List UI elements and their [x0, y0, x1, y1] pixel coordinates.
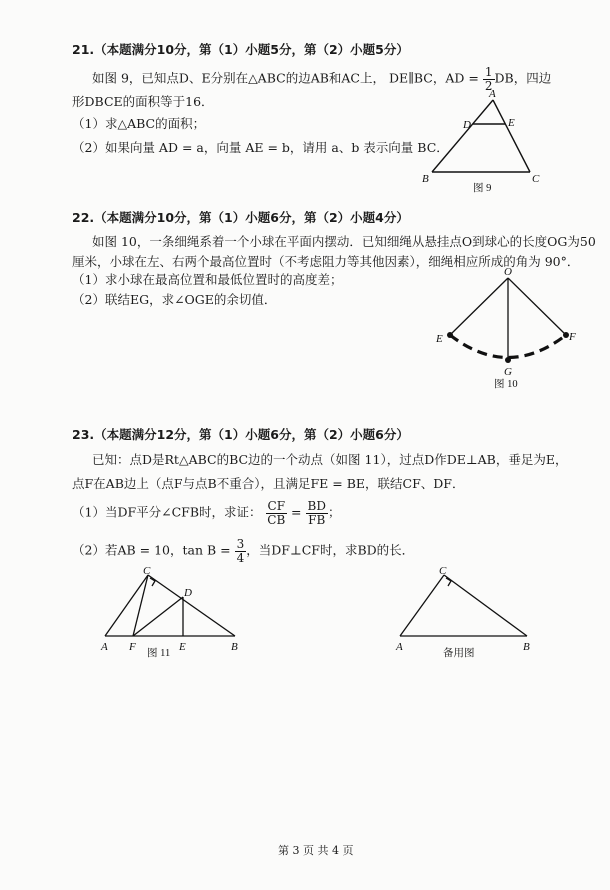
- q23-f11-label-a: A: [101, 641, 108, 653]
- q23-equals: =: [291, 504, 302, 520]
- q23-f11-label-e: E: [179, 641, 186, 653]
- q22-caption: 图 10: [494, 379, 518, 390]
- q23-part1-tail: ；: [327, 504, 341, 520]
- q22-text-line2: 厘米，小球在左、右两个最高位置时（不考虑阻力等其他因素），细绳相应所成的角为 90°．: [72, 254, 580, 269]
- q23-part2-text: （2）若AB = 10，tan B =: [72, 542, 231, 558]
- q22-label-e: E: [436, 333, 443, 345]
- q23-part1-text: （1）当DF平分∠CFB时，求证：: [72, 504, 262, 520]
- q23-f11-label-c: C: [143, 565, 151, 577]
- q22-label-o: O: [504, 266, 512, 278]
- q22-label-f: F: [569, 331, 576, 343]
- q21-label-a: A: [489, 88, 496, 100]
- q23-f11-label-b: B: [231, 641, 238, 653]
- edge-ac: [400, 575, 444, 636]
- q21-text1-tail: DB，四边: [494, 70, 552, 86]
- q21-text1: 如图 9，已知点D、E分别在△ABC的边AB和AC上， DE∥BC，AD =: [92, 70, 479, 86]
- q23-frac-cf-cb: $\frac{CF}{CB}$: [267, 499, 286, 527]
- q21-label-b: B: [422, 173, 429, 185]
- q21-caption: 图 9: [473, 183, 492, 194]
- q22-header-text: （本题满分10分，第（1）小题6分，第（2）小题4分）: [94, 210, 409, 225]
- q21-label-d: D: [463, 119, 471, 131]
- q21-part2: （2）如果向量 AD = a，向量 AE = b，请用 a、b 表示向量 BC．: [72, 140, 449, 155]
- q22-number: 22.: [72, 210, 95, 225]
- q23-text-line1: 已知：点D是Rt△ABC的BC边的一个动点（如图 11），过点D作DE⊥AB，垂足为E，: [92, 452, 568, 467]
- q23-spare-label-a: A: [396, 641, 403, 653]
- q23-spare-label-b: B: [523, 641, 530, 653]
- page-footer: 第 3 页 共 4 页: [278, 844, 354, 857]
- q23-number: 23.: [72, 427, 95, 442]
- q23-part2-tail: ，当DF⊥CF时，求BD的长．: [246, 542, 415, 558]
- q22-label-g: G: [504, 366, 512, 378]
- q21-label-e: E: [508, 117, 515, 129]
- q23-text-line2: 点F在AB边上（点F与点B不重合），且满足FE = BE，联结CF、DF．: [72, 476, 465, 491]
- q23-frac-bd-fb: $\frac{BD}{FB}$: [307, 499, 326, 527]
- q21-text-line2: 形DBCE的面积等于16．: [72, 94, 214, 109]
- q23-spare-label-c: C: [439, 565, 447, 577]
- q23-header-text: （本题满分12分，第（1）小题6分，第（2）小题6分）: [94, 427, 409, 442]
- q21-label-c: C: [532, 173, 540, 185]
- q23-spare-caption: 备用图: [443, 648, 475, 659]
- q23-f11-label-f: F: [129, 641, 136, 653]
- q21-number: 21.: [72, 42, 95, 57]
- q22-part1: （1）求小球在最高位置和最低位置时的高度差；: [72, 272, 343, 287]
- q23-f11-caption: 图 11: [147, 648, 171, 659]
- edge-cb: [444, 575, 527, 636]
- q22-part2: （2）联结EG，求∠OGE的余切值．: [72, 292, 277, 307]
- q21-fraction: $\frac{1}{2}$: [484, 65, 493, 93]
- q21-header-text: （本题满分10分，第（1）小题5分，第（2）小题5分）: [94, 42, 409, 57]
- q23-f11-label-d: D: [184, 587, 192, 599]
- q21-part1: （1）求△ABC的面积；: [72, 116, 206, 131]
- q23-frac-3-4: $\frac{3}{4}$: [236, 537, 245, 565]
- q22-text-line1: 如图 10，一条细绳系着一个小球在平面内摆动．已知细绳从悬挂点O到球心的长度OG为50: [92, 234, 596, 249]
